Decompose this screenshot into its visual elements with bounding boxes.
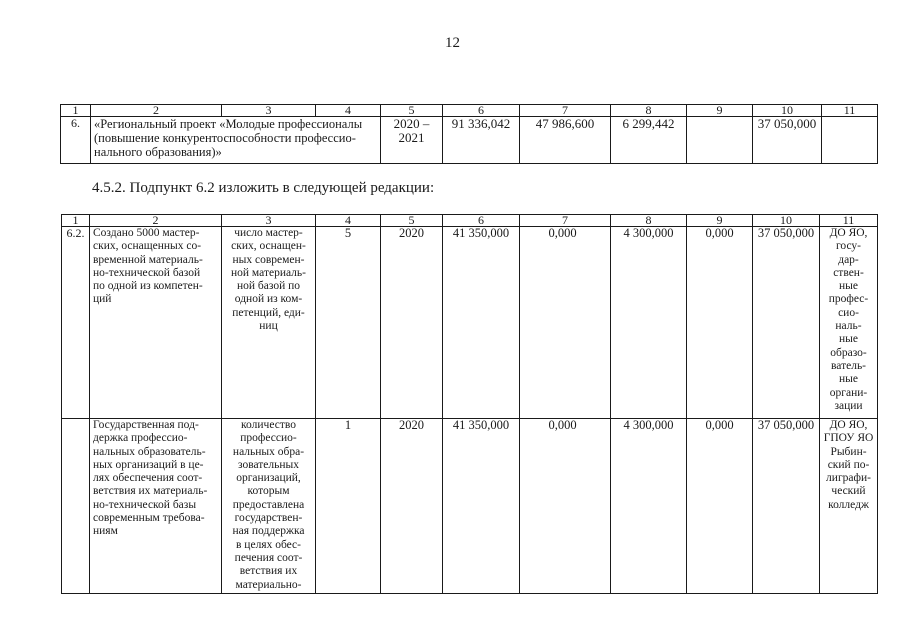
year-cell: 2020 xyxy=(381,227,443,419)
col10-cell: 37 050,000 xyxy=(753,227,820,419)
text-line: ских, оснащен- xyxy=(231,240,306,253)
col-header: 1 xyxy=(62,215,90,227)
text-line: сио- xyxy=(838,306,859,319)
measure-name xyxy=(90,419,222,594)
col8-cell: 4 300,000 xyxy=(611,419,687,594)
text-line: ной материаль- xyxy=(231,266,306,279)
text-line: лях обеспечения соот- xyxy=(93,472,203,485)
col-header: 9 xyxy=(687,215,753,227)
text-line: ных организаций в це- xyxy=(93,458,204,471)
measure-name xyxy=(90,227,222,419)
text-line: ский по- xyxy=(827,458,870,471)
project-name xyxy=(91,117,381,164)
text-line: ной базой по xyxy=(236,280,301,293)
text-line: но-технической базой xyxy=(93,266,201,279)
text-line: ДО ЯО, xyxy=(829,419,868,431)
col-header: 4 xyxy=(316,215,381,227)
text-line: зовательных xyxy=(237,458,300,471)
col-header: 2 xyxy=(90,215,222,227)
text-line: колледж xyxy=(828,498,869,511)
col7-cell: 47 986,600 xyxy=(520,117,611,164)
text-line: лиграфи- xyxy=(826,472,871,485)
col-header: 10 xyxy=(753,215,820,227)
text-line: ветствия их материаль- xyxy=(93,485,208,498)
text-line: одной из ком- xyxy=(234,293,303,306)
indicator-name xyxy=(222,227,316,419)
row-number: 6. xyxy=(61,117,91,164)
col-header: 8 xyxy=(611,215,687,227)
col-header: 2 xyxy=(91,105,222,117)
col-header: 10 xyxy=(753,105,822,117)
text-line: ная поддержка xyxy=(232,525,305,538)
row-number: 6.2. xyxy=(62,227,90,419)
executor xyxy=(820,227,878,419)
text-line: госу- xyxy=(836,240,861,253)
text-line: профессио- xyxy=(240,432,297,445)
total-cell: 41 350,000 xyxy=(443,227,520,419)
period xyxy=(381,117,443,164)
text-line: ГПОУ ЯО xyxy=(823,432,874,445)
text-line: петенций, еди- xyxy=(232,306,305,319)
col-header: 11 xyxy=(822,105,878,117)
col-header: 7 xyxy=(520,105,611,117)
col9-cell: 0,000 xyxy=(687,419,753,594)
col8-cell: 6 299,442 xyxy=(611,117,687,164)
table-row xyxy=(62,227,878,419)
text-line: органи- xyxy=(829,386,868,399)
table-lower-header-row xyxy=(62,215,878,227)
text-line: ций xyxy=(93,293,112,306)
col11-cell xyxy=(822,117,878,164)
text-line: ные xyxy=(839,280,858,293)
section-heading: 4.5.2. Подпункт 6.2 изложить в следующей редакции: xyxy=(92,180,435,196)
text-line: профес- xyxy=(828,293,869,306)
col-header: 5 xyxy=(381,105,443,117)
text-line: ДО ЯО, xyxy=(829,227,868,239)
text-line: нального образования)» xyxy=(94,145,222,159)
table-lower xyxy=(61,214,878,594)
text-line: организаций, xyxy=(236,472,301,485)
row-number xyxy=(62,419,90,594)
page-number: 12 xyxy=(445,35,460,51)
col7-cell: 0,000 xyxy=(520,419,611,594)
col-header: 7 xyxy=(520,215,611,227)
col-header: 6 xyxy=(443,105,520,117)
col-header: 4 xyxy=(316,105,381,117)
text-line: но-технической базы xyxy=(93,498,197,511)
col-header: 9 xyxy=(687,105,753,117)
total-cell: 91 336,042 xyxy=(443,117,520,164)
text-line: ских, оснащенных со- xyxy=(93,240,202,253)
total-cell: 41 350,000 xyxy=(443,419,520,594)
text-line: ные xyxy=(839,373,858,386)
col9-cell: 0,000 xyxy=(687,227,753,419)
text-line: 2021 xyxy=(398,130,425,145)
col7-cell: 0,000 xyxy=(520,227,611,419)
col-header: 1 xyxy=(61,105,91,117)
text-line: нальных обра- xyxy=(232,445,305,458)
text-line: временной материаль- xyxy=(93,253,203,266)
col10-cell: 37 050,000 xyxy=(753,117,822,164)
text-line: образо- xyxy=(830,346,867,359)
text-line: печения соот- xyxy=(234,551,303,564)
indicator-value: 5 xyxy=(316,227,381,419)
col-header: 6 xyxy=(443,215,520,227)
text-line: зации xyxy=(834,399,863,412)
text-line: Создано 5000 мастер- xyxy=(93,227,200,239)
col-header: 11 xyxy=(820,215,878,227)
table-row xyxy=(61,117,878,164)
table-row xyxy=(62,419,878,594)
table-upper xyxy=(60,104,878,164)
text-line: 2020 – xyxy=(393,116,430,131)
text-line: ватель- xyxy=(830,359,867,372)
col-header: 3 xyxy=(222,215,316,227)
text-line: Государственная под- xyxy=(93,419,199,431)
col10-cell: 37 050,000 xyxy=(753,419,820,594)
indicator-name xyxy=(222,419,316,594)
text-line: ствен- xyxy=(833,266,864,279)
text-line: нальных образователь- xyxy=(93,445,206,458)
year-cell: 2020 xyxy=(381,419,443,594)
text-line: ные xyxy=(839,333,858,346)
indicator-value: 1 xyxy=(316,419,381,594)
text-line: ниям xyxy=(93,525,118,538)
text-line: современным требова- xyxy=(93,512,205,525)
text-line: ниц xyxy=(259,320,278,333)
executor xyxy=(820,419,878,594)
col-header: 8 xyxy=(611,105,687,117)
text-line: в целях обес- xyxy=(236,538,301,551)
text-line: дар- xyxy=(838,253,859,266)
text-line: количество xyxy=(241,419,296,431)
text-line: по одной из компетен- xyxy=(93,280,203,293)
text-line: число мастер- xyxy=(234,227,303,239)
col-header: 5 xyxy=(381,215,443,227)
text-line: (повышение конкурентоспособности профессио- xyxy=(94,131,356,145)
col-header: 3 xyxy=(222,105,316,117)
text-line: ных современ- xyxy=(232,253,305,266)
text-line: «Региональный проект «Молодые профессионалы xyxy=(94,117,363,131)
text-line: предоставлена xyxy=(232,498,305,511)
text-line: ческий xyxy=(831,485,866,498)
col8-cell: 4 300,000 xyxy=(611,227,687,419)
text-line: материально- xyxy=(235,578,302,591)
text-line: держка профессио- xyxy=(93,432,188,445)
col9-cell xyxy=(687,117,753,164)
table-upper-header-row xyxy=(61,105,878,117)
text-line: государствен- xyxy=(234,512,303,525)
text-line: наль- xyxy=(835,320,862,333)
text-line: Рыбин- xyxy=(830,445,867,458)
text-line: которым xyxy=(247,485,290,498)
text-line: ветствия их xyxy=(239,565,298,578)
